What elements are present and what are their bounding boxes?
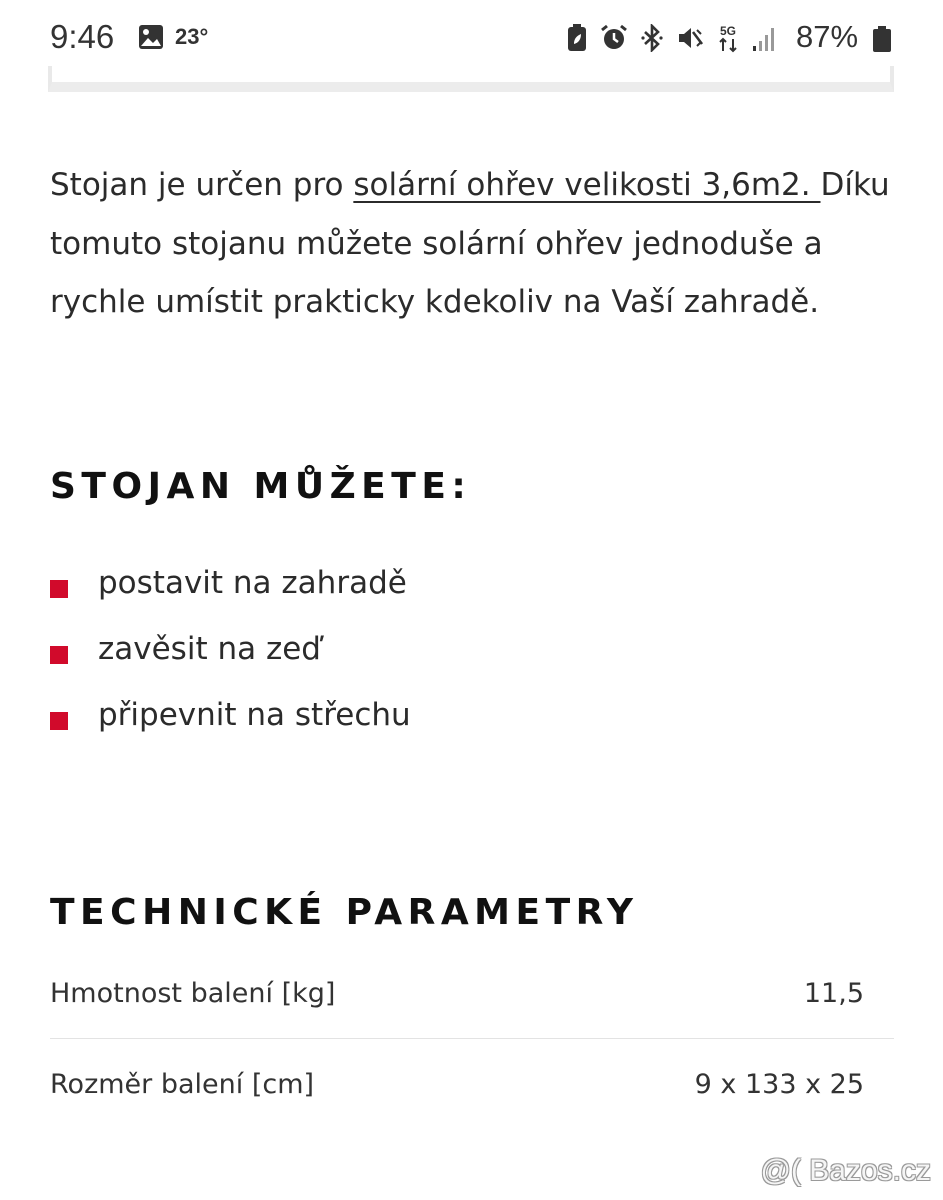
list-item-text: postavit na zahradě [98,565,407,601]
description-text-start: Stojan je určen pro [50,167,354,203]
gallery-icon [138,24,164,50]
bazos-watermark: @( Bazos.cz [760,1154,931,1187]
red-square-bullet-icon [50,646,68,664]
list-item [50,692,411,758]
bluetooth-icon [640,24,664,52]
status-temperature: 23° [175,24,209,49]
list-item-text: zavěsit na zeď [98,631,321,667]
status-bar [0,0,943,70]
parameter-value: 11,5 [803,978,864,1009]
parameter-name: Hmotnost balení [kg] [50,978,336,1009]
table-row [50,960,894,1039]
parameters-table [50,960,894,1129]
battery-icon [873,26,891,52]
parameter-name: Rozměr balení [cm] [50,1069,315,1100]
status-time: 9:46 [50,18,115,55]
section-heading-uses: STOJAN MŮŽETE: [50,466,472,507]
section-heading-technical-parameters: TECHNICKÉ PARAMETRY [50,892,639,933]
signal-icon [752,24,778,52]
5g-icon [716,23,740,53]
table-row [50,1039,894,1129]
vibrate-icon [676,24,704,52]
description-text-end: Díku tomuto stojanu můžete solární ohřev jednoduše a rychle umístit prakticky kdekoliv na Vaší zahradě. [50,167,890,320]
red-square-bullet-icon [50,580,68,598]
alarm-icon [600,24,628,52]
uses-list [50,560,411,758]
red-square-bullet-icon [50,712,68,730]
previous-card-bottom [48,66,894,92]
battery-saver-icon [566,24,588,52]
status-icons [566,20,778,56]
solar-heater-link[interactable]: solární ohřev velikosti 3,6m2. [353,167,821,203]
list-item-text: připevnit na střechu [98,697,411,733]
svg-text:5G: 5G [719,24,737,38]
product-description [50,156,910,332]
list-item [50,560,411,626]
list-item [50,626,411,692]
battery-percent: 87% [796,19,859,54]
parameter-value: 9 x 133 x 25 [694,1069,864,1100]
